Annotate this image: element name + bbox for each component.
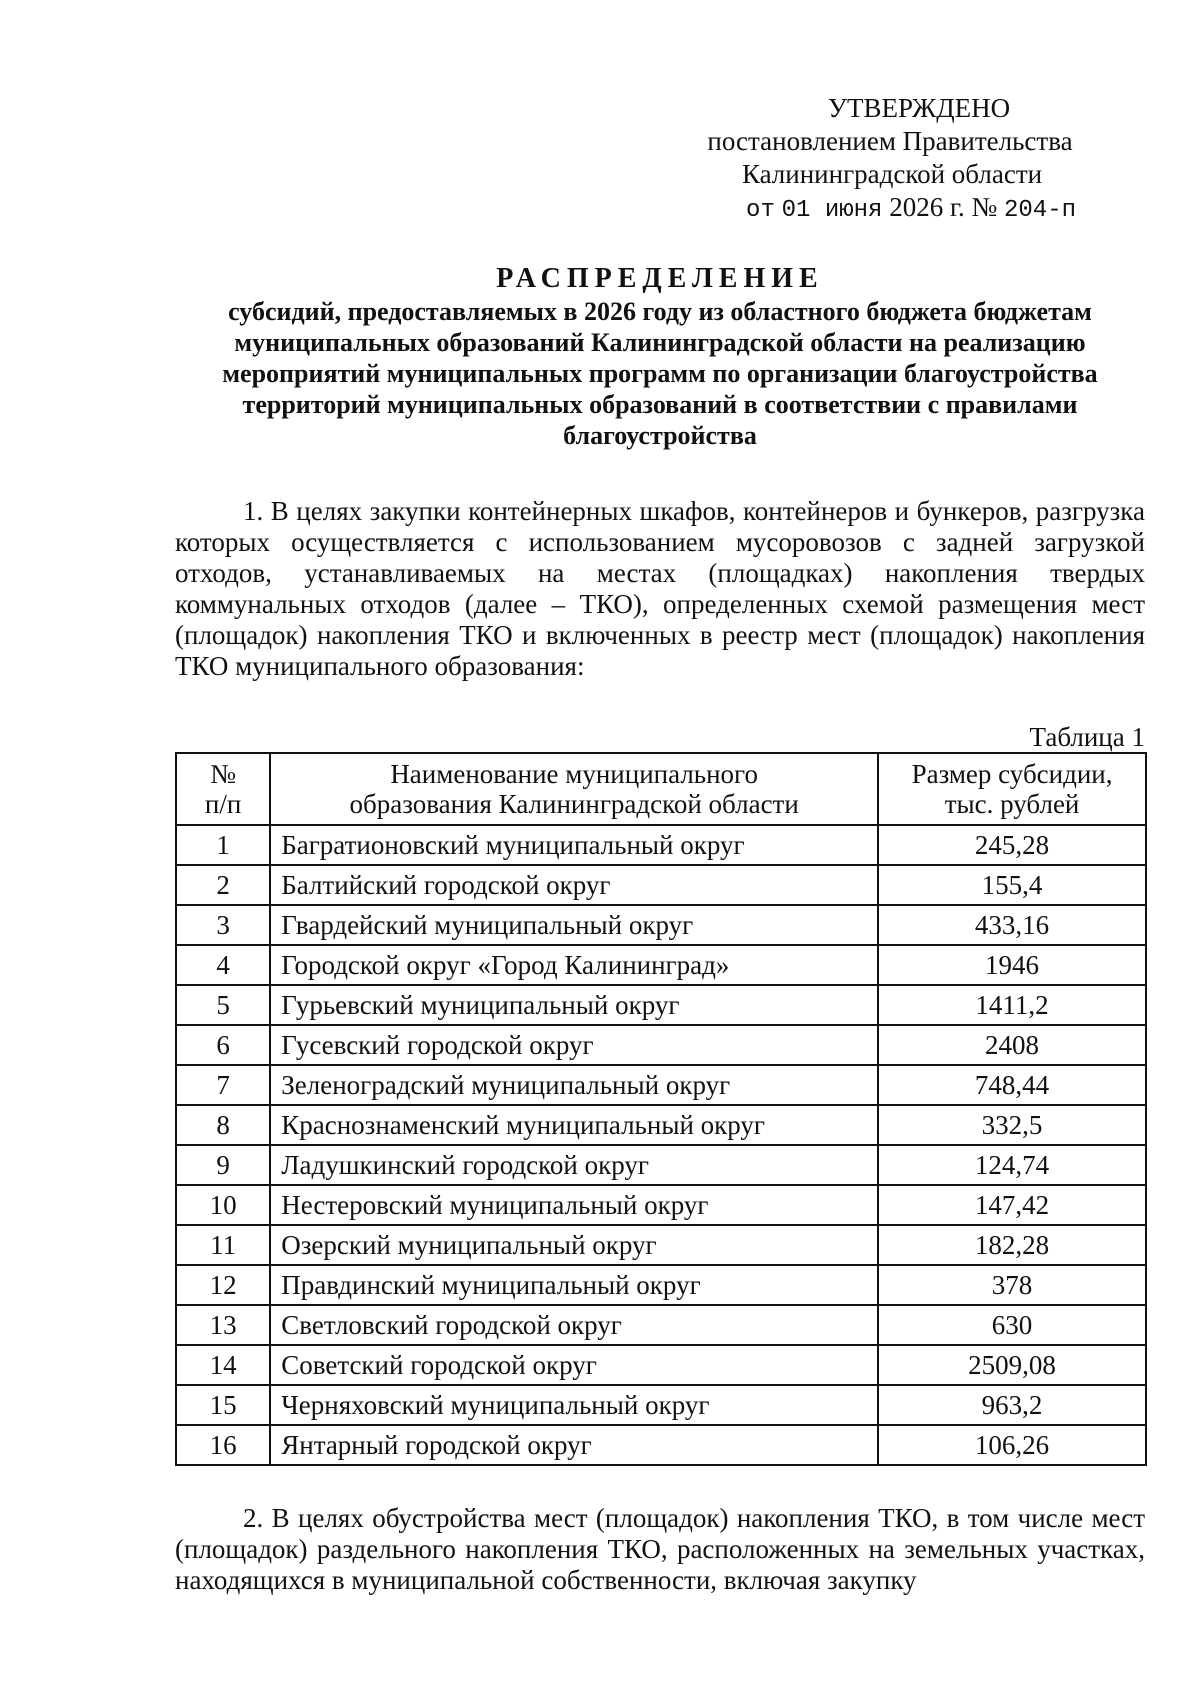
paragraph-1: 1. В целях закупки контейнерных шкафов, контейнеров и бункеров, разгрузка которых осуществляется с использованием мусоровозов с задней загрузкой отходов, устанавливаемых на местах (площадках) накопления твердых коммунальных отходов (далее – ТКО), определенных схемой размещения мест (площадок) накопления ТКО и включенных в реестр мест (площадок) накопления ТКО муниципального образования: — [175, 496, 1145, 681]
row-name: Гурьевский муниципальный округ — [270, 985, 878, 1025]
approval-date-line — [650, 191, 1110, 227]
row-num: 10 — [176, 1185, 270, 1225]
row-num: 7 — [176, 1065, 270, 1105]
paragraph-2: 2. В целях обустройства мест (площадок) накопления ТКО, в том числе мест (площадок) раздельного накопления ТКО, расположенных на земельных участках, находящихся в муниципальной собственности, включая закупку — [175, 1503, 1145, 1595]
header-amount-line2: тыс. рублей — [944, 789, 1080, 819]
table-row — [176, 1345, 1146, 1385]
title-line: территорий муниципальных образований в соответствии с правилами — [242, 390, 1078, 419]
approval-stamp — [650, 92, 1110, 227]
table-row — [176, 1305, 1146, 1345]
row-num: 13 — [176, 1305, 270, 1345]
row-num: 16 — [176, 1425, 270, 1465]
row-name: Озерский муниципальный округ — [270, 1225, 878, 1265]
table-row — [176, 865, 1146, 905]
header-name-line1: Наименование муниципального — [390, 759, 758, 789]
table-row — [176, 825, 1146, 865]
header-name-line2: образования Калининградской области — [349, 789, 799, 819]
title-line: мероприятий муниципальных программ по организации благоустройства — [222, 359, 1098, 388]
table-row — [176, 1025, 1146, 1065]
table-row — [176, 1105, 1146, 1145]
row-num: 14 — [176, 1345, 270, 1385]
row-name: Правдинский муниципальный округ — [270, 1265, 878, 1305]
row-amount: 155,4 — [878, 865, 1146, 905]
row-name: Черняховский муниципальный округ — [270, 1385, 878, 1425]
subsidy-table — [175, 752, 1147, 1466]
row-name: Городской округ «Город Калининград» — [270, 945, 878, 985]
row-amount: 2509,08 — [878, 1345, 1146, 1385]
row-amount: 378 — [878, 1265, 1146, 1305]
table-row — [176, 1065, 1146, 1105]
row-num: 3 — [176, 905, 270, 945]
table-label: Таблица 1 — [1029, 722, 1145, 752]
table-row — [176, 1225, 1146, 1265]
row-amount: 1411,2 — [878, 985, 1146, 1025]
row-name: Зеленоградский муниципальный округ — [270, 1065, 878, 1105]
approval-resolution-line: постановлением Правительства — [707, 126, 1073, 156]
header-num-line1: № — [210, 759, 236, 789]
header-amount — [878, 753, 1146, 825]
row-num: 9 — [176, 1145, 270, 1185]
table-row — [176, 985, 1146, 1025]
table-row — [176, 905, 1146, 945]
header-amount-line1: Размер субсидии, — [911, 759, 1113, 789]
table-row — [176, 1185, 1146, 1225]
row-num: 5 — [176, 985, 270, 1025]
row-name: Советский городской округ — [270, 1345, 878, 1385]
title-line: муниципальных образований Калининградской области на реализацию — [234, 328, 1086, 357]
header-name — [270, 753, 878, 825]
resolution-number: 204-п — [1003, 197, 1076, 224]
row-name: Янтарный городской округ — [270, 1425, 878, 1465]
row-num: 6 — [176, 1025, 270, 1065]
row-num: 15 — [176, 1385, 270, 1425]
row-amount: 433,16 — [878, 905, 1146, 945]
row-amount: 2408 — [878, 1025, 1146, 1065]
row-amount: 147,42 — [878, 1185, 1146, 1225]
table-header-row — [176, 753, 1146, 825]
table-row — [176, 945, 1146, 985]
row-amount: 630 — [878, 1305, 1146, 1345]
document-title — [175, 262, 1145, 451]
date-year: 2026 г. № — [889, 192, 998, 222]
row-num: 4 — [176, 945, 270, 985]
row-amount: 124,74 — [878, 1145, 1146, 1185]
approval-region-line: Калининградской области — [741, 159, 1043, 189]
row-name: Светловский городской округ — [270, 1305, 878, 1345]
approved-heading: УТВЕРЖДЕНО — [827, 93, 1011, 123]
row-name: Нестеровский муниципальный округ — [270, 1185, 878, 1225]
title-main: РАСПРЕДЕЛЕНИЕ — [496, 263, 824, 294]
row-num: 1 — [176, 825, 270, 865]
table-row — [176, 1265, 1146, 1305]
row-amount: 245,28 — [878, 825, 1146, 865]
row-num: 2 — [176, 865, 270, 905]
row-num: 12 — [176, 1265, 270, 1305]
row-num: 8 — [176, 1105, 270, 1145]
row-name: Гвардейский муниципальный округ — [270, 905, 878, 945]
row-name: Краснознаменский муниципальный округ — [270, 1105, 878, 1145]
row-amount: 748,44 — [878, 1065, 1146, 1105]
title-line: благоустройства — [563, 421, 757, 450]
header-num-line2: п/п — [204, 789, 242, 819]
row-num: 11 — [176, 1225, 270, 1265]
header-num — [176, 753, 270, 825]
date-prefix: от — [746, 197, 775, 224]
row-name: Гусевский городской округ — [270, 1025, 878, 1065]
title-line: субсидий, предоставляемых в 2026 году из областного бюджета бюджетам — [228, 297, 1092, 326]
row-amount: 332,5 — [878, 1105, 1146, 1145]
table-row — [176, 1425, 1146, 1465]
table-row — [176, 1145, 1146, 1185]
row-name: Багратионовский муниципальный округ — [270, 825, 878, 865]
row-name: Ладушкинский городской округ — [270, 1145, 878, 1185]
date-day-month: 01 июня — [781, 197, 883, 224]
table-row — [176, 1385, 1146, 1425]
row-amount: 1946 — [878, 945, 1146, 985]
row-amount: 963,2 — [878, 1385, 1146, 1425]
row-amount: 106,26 — [878, 1425, 1146, 1465]
row-amount: 182,28 — [878, 1225, 1146, 1265]
row-name: Балтийский городской округ — [270, 865, 878, 905]
